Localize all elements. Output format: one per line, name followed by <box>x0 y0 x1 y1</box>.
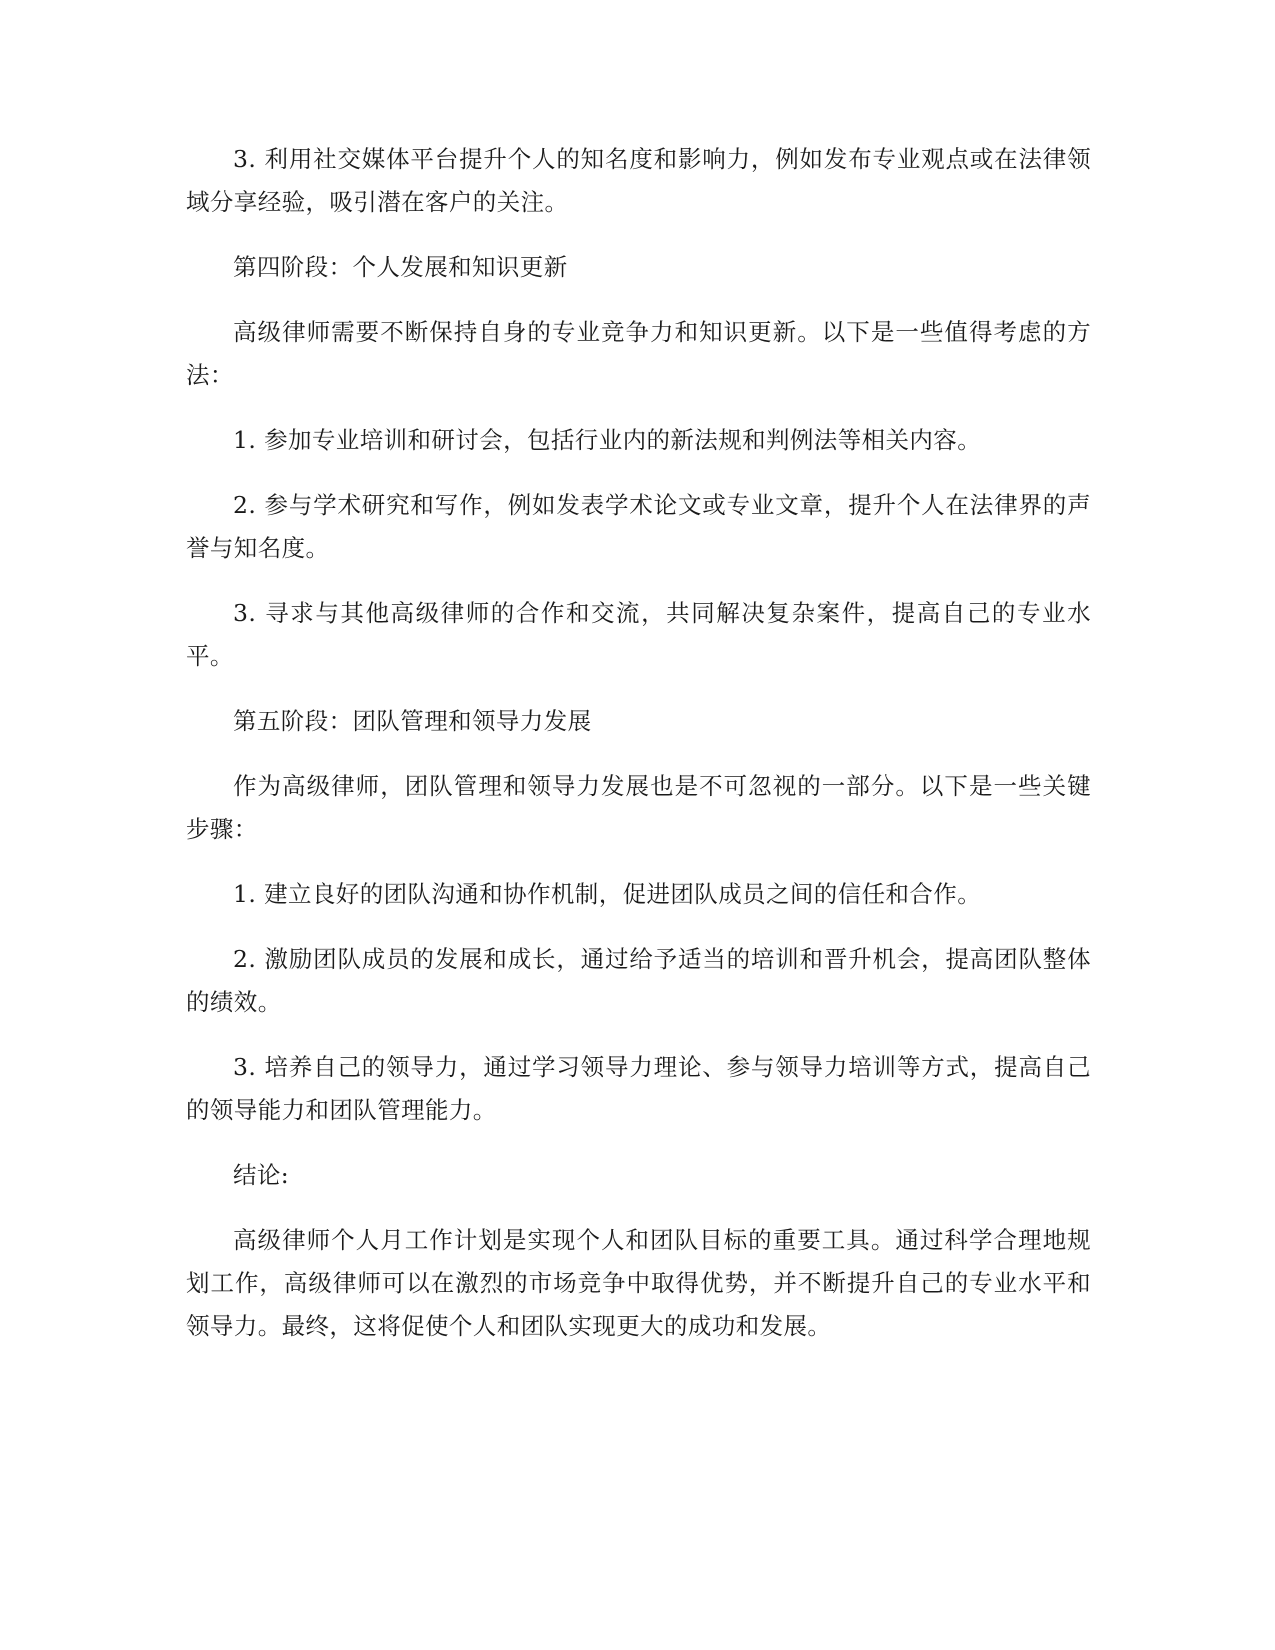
paragraph-stage-5-item-1: 1. 建立良好的团队沟通和协作机制，促进团队成员之间的信任和合作。 <box>233 880 982 908</box>
paragraph-stage-4-item-2: 2. 参与学术研究和写作，例如发表学术论文或专业文章，提升个人在法律界的声誉与知名度。 <box>186 491 1091 562</box>
paragraph-stage-4-intro: 高级律师需要不断保持自身的专业竞争力和知识更新。以下是一些值得考虑的方法： <box>186 318 1091 389</box>
section-heading-stage-4: 第四阶段：个人发展和知识更新 <box>233 253 568 281</box>
paragraph-stage-5-item-2: 2. 激励团队成员的发展和成长，通过给予适当的培训和晋升机会，提高团队整体的绩效。 <box>186 945 1091 1016</box>
paragraph-promotion-item-3: 3. 利用社交媒体平台提升个人的知名度和影响力，例如发布专业观点或在法律领域分享经验，吸引潜在客户的关注。 <box>186 145 1091 216</box>
section-heading-conclusion: 结论: <box>233 1161 290 1189</box>
paragraph-stage-4-item-1: 1. 参加专业培训和研讨会，包括行业内的新法规和判例法等相关内容。 <box>233 426 982 454</box>
paragraph-conclusion: 高级律师个人月工作计划是实现个人和团队目标的重要工具。通过科学合理地规划工作，高级律师可以在激烈的市场竞争中取得优势，并不断提升自己的专业水平和领导力。最终，这将促使个人和团队实现更大的成功和发展。 <box>186 1226 1091 1340</box>
section-heading-stage-5: 第五阶段：团队管理和领导力发展 <box>233 707 592 735</box>
paragraph-stage-5-intro: 作为高级律师，团队管理和领导力发展也是不可忽视的一部分。以下是一些关键步骤： <box>186 772 1091 843</box>
document-body <box>186 138 1091 1370</box>
paragraph-stage-4-item-3: 3. 寻求与其他高级律师的合作和交流，共同解决复杂案件，提高自己的专业水平。 <box>186 599 1091 670</box>
paragraph-stage-5-item-3: 3. 培养自己的领导力，通过学习领导力理论、参与领导力培训等方式，提高自己的领导能力和团队管理能力。 <box>186 1053 1091 1124</box>
